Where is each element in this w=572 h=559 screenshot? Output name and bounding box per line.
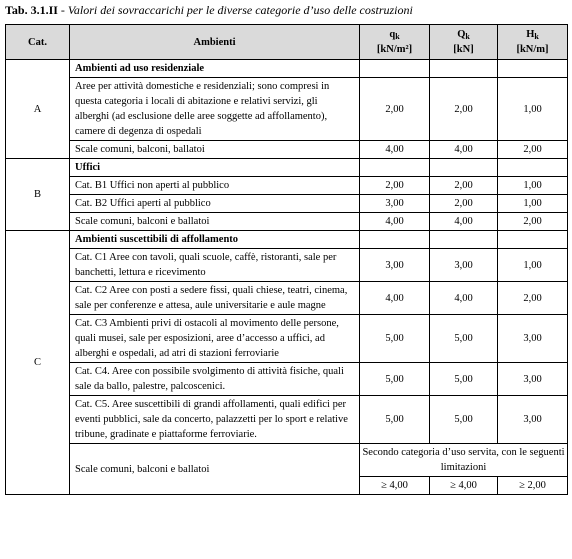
section-title-A: Ambienti ad uso residenziale: [70, 60, 360, 78]
header-Hk: $H_k$ [kN/m]: [498, 25, 568, 60]
caption-separator: -: [57, 3, 68, 17]
value-qk: 3,00: [360, 195, 430, 213]
value-Hk: 3,00: [498, 315, 568, 363]
value-Hk: 1,00: [498, 78, 568, 141]
row-description: Scale comuni, balconi, ballatoi: [70, 141, 360, 159]
table-caption: [5, 3, 413, 17]
value-qk: 5,00: [360, 363, 430, 396]
row-description: Cat. C4. Aree con possibile svolgimento di attività fisiche, quali sale da ballo, palestre, palcoscenici.: [70, 363, 360, 396]
value-Qk: 2,00: [430, 195, 498, 213]
category-A: A: [6, 60, 70, 159]
loads-table: [5, 24, 568, 495]
row-description: Cat. B1 Uffici non aperti al pubblico: [70, 177, 360, 195]
table-row: [6, 282, 568, 315]
table-row: [6, 315, 568, 363]
section-row-B: [6, 159, 568, 177]
value-Hk: 1,00: [498, 249, 568, 282]
value-Qk: 5,00: [430, 315, 498, 363]
section-row-C: [6, 231, 568, 249]
section-title-C: Ambienti suscettibili di affollamento: [70, 231, 360, 249]
category-C: C: [6, 231, 70, 495]
section-title-B: Uffici: [70, 159, 360, 177]
table-number: Tab. 3.1.II: [5, 3, 58, 17]
value-qk: 2,00: [360, 78, 430, 141]
section-row-A: [6, 60, 568, 78]
row-description: Cat. C5. Aree suscettibili di grandi affollamenti, quali edifici per eventi pubblici, sale da concerto, palazzetti per lo sport e relative tribune, gradinate e piattaforme ferroviarie.: [70, 396, 360, 444]
value-Hk: 3,00: [498, 363, 568, 396]
value-Qk: 5,00: [430, 363, 498, 396]
table-row: [6, 363, 568, 396]
value-qk: 5,00: [360, 396, 430, 444]
row-description: Cat. B2 Uffici aperti al pubblico: [70, 195, 360, 213]
value-qk: 4,00: [360, 282, 430, 315]
value-Hk: 1,00: [498, 177, 568, 195]
value-Hk: ≥ 2,00: [498, 477, 568, 495]
stairs-note: Secondo categoria d’uso servita, con le seguenti limitazioni: [360, 444, 568, 477]
row-description: Cat. C2 Aree con posti a sedere fissi, quali chiese, teatri, cinema, sale per conferenze e attesa, aule universitarie e aule magne: [70, 282, 360, 315]
table-title: Valori dei sovraccarichi per le diverse categorie d’uso delle costruzioni: [67, 3, 413, 17]
value-Qk: 4,00: [430, 141, 498, 159]
value-Hk: 3,00: [498, 396, 568, 444]
header-qk: $q_k$ [kN/m²]: [360, 25, 430, 60]
value-qk: 2,00: [360, 177, 430, 195]
category-B: B: [6, 159, 70, 231]
header-row: [6, 25, 568, 60]
table-row: [6, 213, 568, 231]
row-description: Aree per attività domestiche e residenziali; sono compresi in questa categoria i locali di abitazione e relativi servizi, gli alberghi (ad esclusione delle aree soggette ad affollamento), camere di degenza di ospedali: [70, 78, 360, 141]
table-row: [6, 396, 568, 444]
value-qk: 4,00: [360, 141, 430, 159]
value-Hk: 2,00: [498, 141, 568, 159]
value-Qk: 2,00: [430, 177, 498, 195]
value-Qk: ≥ 4,00: [430, 477, 498, 495]
value-qk: 5,00: [360, 315, 430, 363]
value-Hk: 1,00: [498, 195, 568, 213]
row-description: Scale comuni, balconi e ballatoi: [70, 444, 360, 495]
table-row: [6, 78, 568, 141]
value-Hk: 2,00: [498, 213, 568, 231]
value-Qk: 4,00: [430, 213, 498, 231]
table-row: [6, 141, 568, 159]
header-Qk: $Q_k$ [kN]: [430, 25, 498, 60]
value-Hk: 2,00: [498, 282, 568, 315]
table-row-stairs-note: [6, 444, 568, 477]
header-ambienti: Ambienti: [70, 25, 360, 60]
value-qk: ≥ 4,00: [360, 477, 430, 495]
value-Qk: 4,00: [430, 282, 498, 315]
value-Qk: 5,00: [430, 396, 498, 444]
value-qk: 4,00: [360, 213, 430, 231]
value-Qk: 2,00: [430, 78, 498, 141]
row-description: Cat. C3 Ambienti privi di ostacoli al movimento delle persone, quali musei, sale per esposizioni, aree d’accesso a uffici, ad alberghi e ospedali, ad atri di stazioni ferroviarie: [70, 315, 360, 363]
table-row: [6, 249, 568, 282]
row-description: Cat. C1 Aree con tavoli, quali scuole, caffè, ristoranti, sale per banchetti, lettura e ricevimento: [70, 249, 360, 282]
header-cat: Cat.: [6, 25, 70, 60]
table-row: [6, 195, 568, 213]
value-Qk: 3,00: [430, 249, 498, 282]
row-description: Scale comuni, balconi e ballatoi: [70, 213, 360, 231]
value-qk: 3,00: [360, 249, 430, 282]
table-row: [6, 177, 568, 195]
